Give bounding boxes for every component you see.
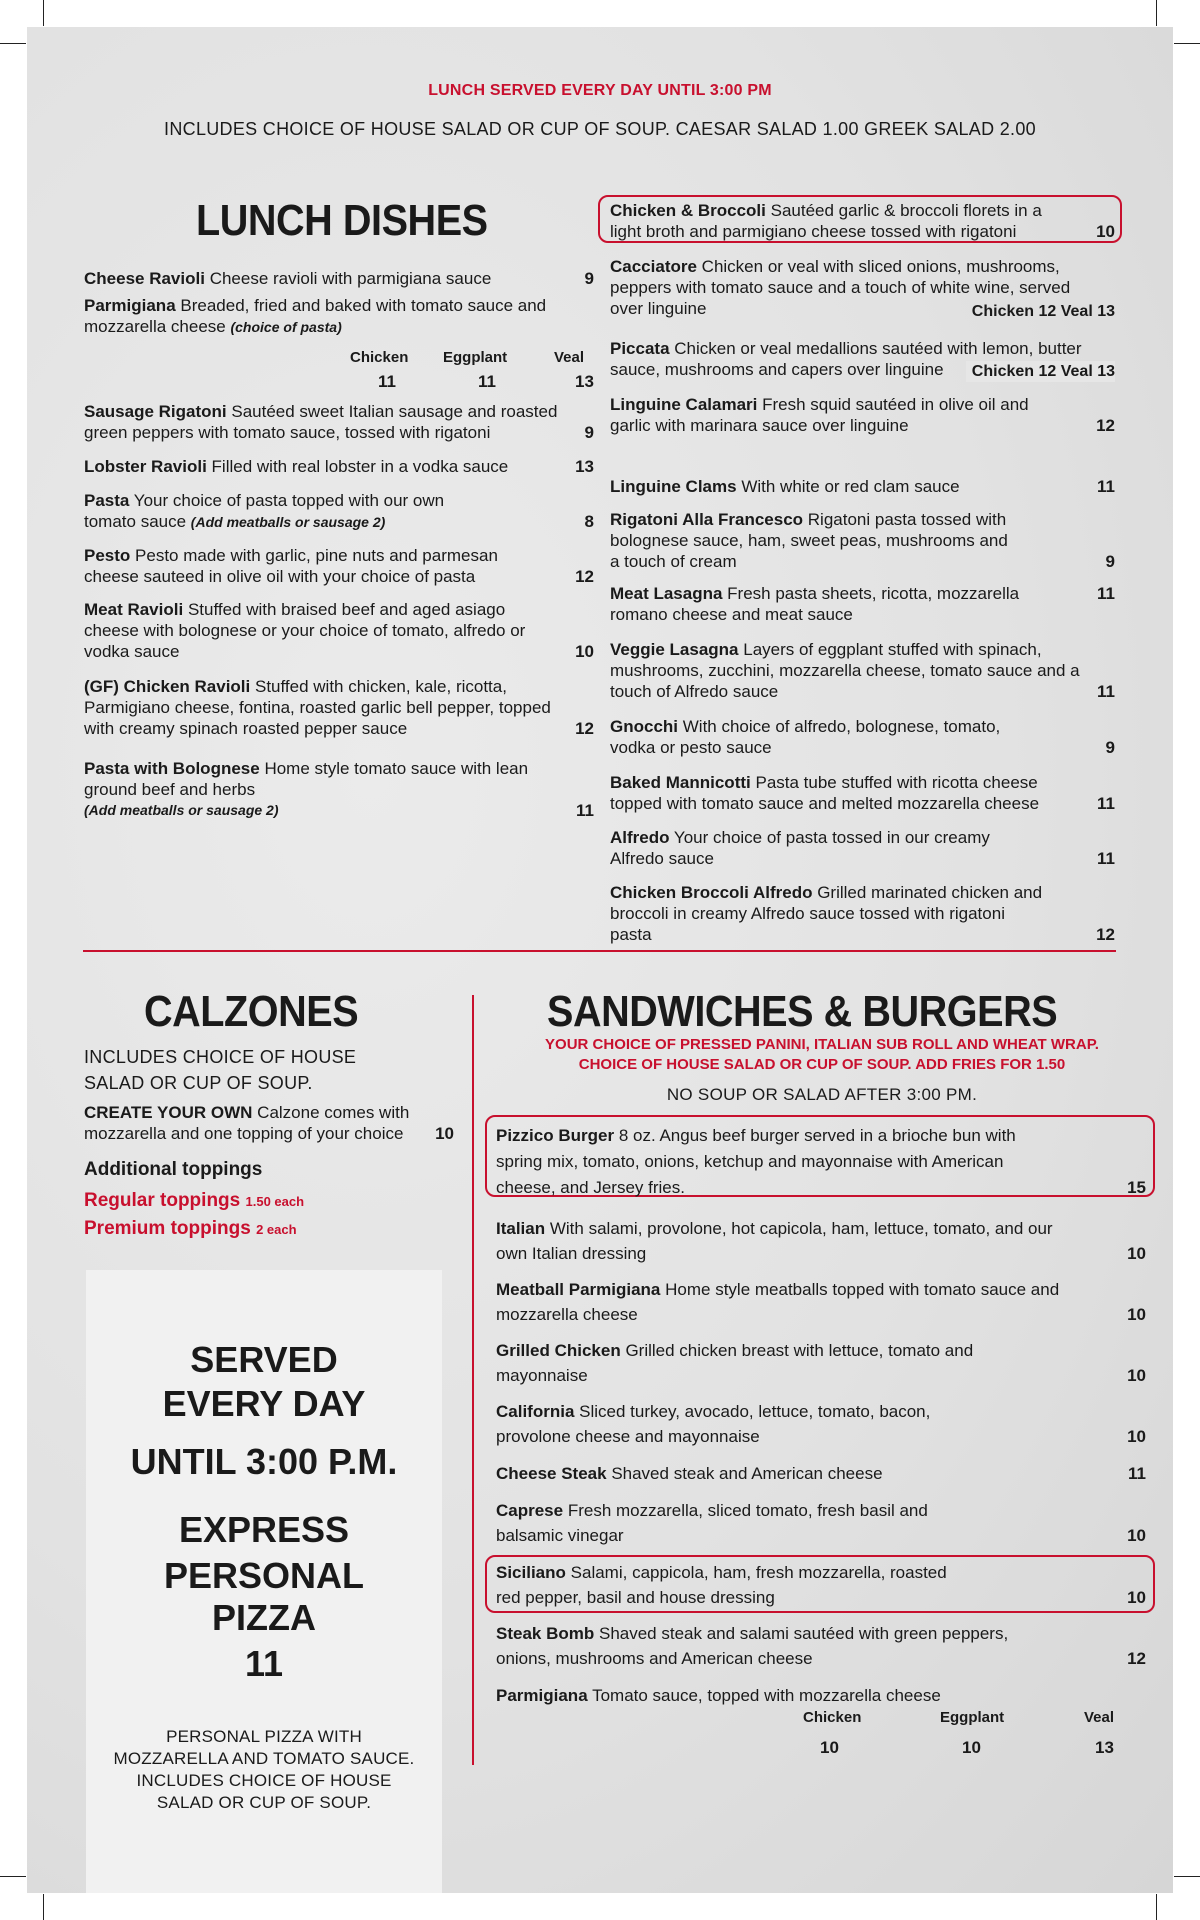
section-divider xyxy=(83,950,1116,952)
express-line: PIZZA xyxy=(212,1597,316,1638)
item-name: Gnocchi xyxy=(610,717,679,736)
menu-item xyxy=(496,1560,1146,1610)
item-name: Meatball Parmigiana xyxy=(496,1280,661,1299)
item-name: Cheese Ravioli xyxy=(84,269,205,288)
premium-price: 2 each xyxy=(256,1222,297,1237)
menu-item xyxy=(610,882,1115,945)
item-name: (GF) Chicken Ravioli xyxy=(84,677,251,696)
item-price: 9 xyxy=(584,423,594,442)
variant-price: 10 xyxy=(820,1738,839,1757)
item-desc: Shaved steak and salami sautéed with green peppers, onions, mushrooms and American cheese xyxy=(496,1624,1009,1668)
menu-item xyxy=(610,716,1115,758)
calzones-intro: INCLUDES CHOICE OF HOUSE SALAD OR CUP OF SOUP. xyxy=(84,1047,357,1093)
item-name: Pesto xyxy=(84,546,131,565)
item-price: 10 xyxy=(1127,1244,1146,1263)
sandwiches-sub: CHOICE OF HOUSE SALAD OR CUP OF SOUP. ADD FRIES FOR 1.50 xyxy=(578,1056,1066,1073)
item-name: Caprese xyxy=(496,1501,564,1520)
item-desc: Salami, cappicola, ham, fresh mozzarella, roasted red pepper, basil and house dressing xyxy=(496,1563,947,1607)
menu-item xyxy=(84,268,594,289)
item-desc: Home style meatballs topped with tomato sauce and mozzarella cheese xyxy=(496,1280,1060,1324)
item-desc: Fresh squid sautéed in olive oil and garlic with marinara sauce over linguine xyxy=(610,395,1029,435)
item-desc: Layers of eggplant stuffed with spinach, mushrooms, zucchini, mozzarella cheese, tomato sauce and a touch of Alfredo sauce xyxy=(610,640,1080,701)
item-price: 10 xyxy=(1127,1526,1146,1545)
item-price: 15 xyxy=(1127,1178,1146,1197)
item-note: (Add meatballs or sausage 2) xyxy=(84,802,279,818)
crop-mark xyxy=(1174,1876,1200,1877)
menu-item xyxy=(610,772,1115,814)
menu-item xyxy=(496,1621,1146,1671)
variant-label: Eggplant xyxy=(940,1709,1005,1726)
item-price: 10 xyxy=(1127,1588,1146,1607)
variant-price: 13 xyxy=(1095,1738,1114,1757)
menu-item xyxy=(496,1338,1146,1388)
item-name: Veggie Lasagna xyxy=(610,640,739,659)
item-price: 10 xyxy=(1096,222,1115,241)
item-name: Chicken & Broccoli xyxy=(610,201,766,220)
item-price: Chicken 12 Veal 13 xyxy=(966,361,1115,382)
item-name: Piccata xyxy=(610,339,670,358)
item-name: Lobster Ravioli xyxy=(84,457,207,476)
item-price: 11 xyxy=(1097,849,1115,868)
express-line: PERSONAL xyxy=(163,1555,365,1596)
item-desc: Sautéed sweet Italian sausage and roasted green peppers with tomato sauce, tossed with rigatoni xyxy=(84,402,558,442)
crop-mark xyxy=(0,43,26,44)
item-price: 11 xyxy=(1097,794,1115,813)
menu-item xyxy=(84,676,594,739)
variant-price: 11 xyxy=(478,372,496,391)
regular-price: 1.50 each xyxy=(245,1194,305,1209)
lunch-title: LUNCH DISHES xyxy=(196,196,488,245)
column-divider xyxy=(472,995,474,1765)
menu-item xyxy=(610,256,1115,319)
item-price: 12 xyxy=(1127,1649,1146,1668)
crop-mark xyxy=(43,0,44,26)
item-desc: Your choice of pasta topped with our own tomato sauce xyxy=(84,491,445,531)
menu-item xyxy=(496,1123,1146,1201)
item-desc: Cheese ravioli with parmigiana sauce xyxy=(209,269,492,288)
item-desc: Chicken or veal with sliced onions, mushrooms, peppers with tomato sauce and a touch of white wine, served over linguine xyxy=(610,257,1071,318)
item-desc: Fresh mozzarella, sliced tomato, fresh basil and balsamic vinegar xyxy=(496,1501,928,1545)
item-name: Meat Ravioli xyxy=(84,600,184,619)
calzones-title: CALZONES xyxy=(144,987,359,1036)
crop-mark xyxy=(0,1876,26,1877)
item-price: 9 xyxy=(584,269,594,288)
menu-item xyxy=(84,490,594,533)
item-desc: Home style tomato sauce with lean ground beef and herbs xyxy=(84,759,529,799)
item-desc: Stuffed with braised beef and aged asiago cheese with bolognese or your choice of tomato, alfredo or vodka sauce xyxy=(84,600,526,661)
item-desc: Breaded, fried and baked with tomato sauce and mozzarella cheese xyxy=(84,296,547,336)
item-desc: Filled with real lobster in a vodka sauce xyxy=(211,457,509,476)
item-name: Chicken Broccoli Alfredo xyxy=(610,883,813,902)
item-desc: Calzone comes with mozzarella and one topping of your choice xyxy=(84,1103,410,1143)
crop-mark xyxy=(1156,0,1157,26)
item-note: (Add meatballs or sausage 2) xyxy=(190,514,386,530)
lunch-notice: LUNCH SERVED EVERY DAY UNTIL 3:00 PM xyxy=(428,82,772,99)
sandwiches-note: NO SOUP OR SALAD AFTER 3:00 PM. xyxy=(666,1085,978,1104)
menu-item xyxy=(610,583,1115,625)
menu-item xyxy=(610,476,1115,497)
item-name: Pasta xyxy=(84,491,130,510)
item-price: 11 xyxy=(1097,584,1115,603)
item-name: Steak Bomb xyxy=(496,1624,595,1643)
menu-item xyxy=(84,295,594,338)
menu-item xyxy=(610,639,1115,702)
item-desc: Chicken or veal medallions sautéed with lemon, butter sauce, mushrooms and capers over linguine xyxy=(610,339,1082,379)
menu-item xyxy=(610,338,1115,380)
item-price: 13 xyxy=(575,457,594,476)
menu-item xyxy=(610,827,1115,869)
item-price: 12 xyxy=(575,567,594,586)
item-desc: Pesto made with garlic, pine nuts and parmesan cheese sauteed in olive oil with your choice of pasta xyxy=(84,546,498,586)
toppings-label: Additional toppings xyxy=(84,1159,263,1180)
item-name: Linguine Calamari xyxy=(610,395,758,414)
item-price: 8 xyxy=(584,512,594,531)
item-name: Linguine Clams xyxy=(610,477,737,496)
item-name: Parmigiana xyxy=(84,296,176,315)
item-price: 10 xyxy=(435,1124,454,1143)
item-name: CREATE YOUR OWN xyxy=(84,1103,253,1122)
variant-price: 11 xyxy=(378,372,396,391)
item-price: 11 xyxy=(576,801,594,820)
express-pizza-box xyxy=(86,1270,442,1893)
express-line: EXPRESS xyxy=(178,1509,350,1550)
menu-item xyxy=(496,1498,1146,1548)
lunch-includes: INCLUDES CHOICE OF HOUSE SALAD OR CUP OF SOUP. CAESAR SALAD 1.00 GREEK SALAD 2.00 xyxy=(164,119,1036,139)
item-desc: 8 oz. Angus beef burger served in a brioche bun with spring mix, tomato, onions, ketchup and mayonnaise with American cheese, and Jersey fries. xyxy=(496,1126,1016,1197)
item-price: 11 xyxy=(1097,477,1115,496)
item-desc: Grilled chicken breast with lettuce, tomato and mayonnaise xyxy=(496,1341,974,1385)
menu-item xyxy=(496,1683,1146,1708)
item-name: Siciliano xyxy=(496,1563,566,1582)
menu-item xyxy=(84,401,594,443)
variant-label: Veal xyxy=(554,349,585,366)
item-desc: With choice of alfredo, bolognese, tomato, vodka or pesto sauce xyxy=(610,717,1001,757)
menu-item xyxy=(610,509,1115,572)
menu-item xyxy=(84,758,594,821)
item-price: 11 xyxy=(1097,682,1115,701)
item-name: Grilled Chicken xyxy=(496,1341,621,1360)
menu-item xyxy=(84,456,594,477)
item-desc: With white or red clam sauce xyxy=(741,477,960,496)
variant-label: Eggplant xyxy=(443,349,508,366)
item-name: Baked Mannicotti xyxy=(610,773,751,792)
item-price: 11 xyxy=(1128,1464,1146,1483)
item-desc: Sautéed garlic & broccoli florets in a light broth and parmigiano cheese tossed with rigatoni xyxy=(610,201,1042,241)
item-price: 12 xyxy=(575,719,594,738)
item-name: Pasta with Bolognese xyxy=(84,759,260,778)
item-price: Chicken 12 Veal 13 xyxy=(971,303,1115,320)
menu-item xyxy=(610,200,1115,242)
item-price: 10 xyxy=(575,642,594,661)
item-desc: Rigatoni pasta tossed with bolognese sauce, ham, sweet peas, mushrooms and a touch of cream xyxy=(610,510,1008,571)
item-desc: Your choice of pasta tossed in our creamy Alfredo sauce xyxy=(610,828,990,868)
variant-label: Chicken xyxy=(350,349,409,366)
menu-item xyxy=(84,599,594,662)
item-desc: Tomato sauce, topped with mozzarella cheese xyxy=(592,1686,941,1705)
premium-toppings xyxy=(84,1218,297,1240)
item-price: 9 xyxy=(1105,738,1115,757)
item-price: 10 xyxy=(1127,1366,1146,1385)
variant-price: 13 xyxy=(575,372,594,391)
crop-mark xyxy=(1174,43,1200,44)
crop-mark xyxy=(1156,1894,1157,1920)
item-desc: Shaved steak and American cheese xyxy=(611,1464,883,1483)
item-desc: With salami, provolone, hot capicola, ham, lettuce, tomato, and our own Italian dressing xyxy=(496,1219,1053,1263)
menu-item xyxy=(610,394,1115,436)
menu-page xyxy=(27,27,1173,1893)
item-name: Italian xyxy=(496,1219,546,1238)
menu-item xyxy=(84,545,594,587)
item-price: 10 xyxy=(1127,1305,1146,1324)
variant-price: 10 xyxy=(962,1738,981,1757)
express-line: SERVED xyxy=(190,1339,338,1380)
item-name: Rigatoni Alla Francesco xyxy=(610,510,804,529)
item-price: 12 xyxy=(1096,925,1115,944)
crop-mark xyxy=(43,1894,44,1920)
sandwiches-title: SANDWICHES & BURGERS xyxy=(547,987,1058,1036)
express-line: EVERY DAY xyxy=(162,1383,366,1424)
regular-label: Regular toppings xyxy=(84,1190,241,1211)
menu-item xyxy=(496,1399,1146,1449)
item-desc: Stuffed with chicken, kale, ricotta, Parmigiano cheese, fontina, roasted garlic bell pepper, topped with creamy spinach roasted pepper sauce xyxy=(84,677,551,738)
item-name: Pizzico Burger xyxy=(496,1126,615,1145)
item-note: (choice of pasta) xyxy=(230,319,342,335)
menu-item xyxy=(496,1277,1146,1327)
item-price: 9 xyxy=(1105,552,1115,571)
item-name: Sausage Rigatoni xyxy=(84,402,227,421)
item-price: 10 xyxy=(1127,1427,1146,1446)
regular-toppings xyxy=(84,1190,304,1212)
item-name: Alfredo xyxy=(610,828,670,847)
item-desc: Pasta tube stuffed with ricotta cheese topped with tomato sauce and melted mozzarella cheese xyxy=(610,773,1040,813)
item-desc: Grilled marinated chicken and broccoli in creamy Alfredo sauce tossed with rigatoni pasta xyxy=(610,883,1043,944)
premium-label: Premium toppings xyxy=(84,1218,251,1239)
item-desc: Fresh pasta sheets, ricotta, mozzarella romano cheese and meat sauce xyxy=(610,584,1020,624)
item-name: Meat Lasagna xyxy=(610,584,723,603)
item-desc: Sliced turkey, avocado, lettuce, tomato, bacon, provolone cheese and mayonnaise xyxy=(496,1402,931,1446)
item-name: California xyxy=(496,1402,575,1421)
item-name: Cheese Steak xyxy=(496,1464,607,1483)
express-desc: PERSONAL PIZZA WITH MOZZARELLA AND TOMATO SAUCE. INCLUDES CHOICE OF HOUSE SALAD OR CUP OF SOUP. xyxy=(113,1727,415,1812)
menu-item xyxy=(496,1216,1146,1266)
create-your-own xyxy=(84,1102,454,1144)
menu-item xyxy=(496,1461,1146,1486)
item-name: Parmigiana xyxy=(496,1686,588,1705)
express-line: UNTIL 3:00 P.M. xyxy=(130,1441,398,1482)
item-name: Cacciatore xyxy=(610,257,697,276)
variant-label: Chicken xyxy=(803,1709,862,1726)
sandwiches-sub: YOUR CHOICE OF PRESSED PANINI, ITALIAN SUB ROLL AND WHEAT WRAP. xyxy=(545,1036,1099,1053)
item-price: 12 xyxy=(1096,416,1115,435)
variant-label: Veal xyxy=(1084,1709,1115,1726)
express-price: 11 xyxy=(244,1643,284,1684)
